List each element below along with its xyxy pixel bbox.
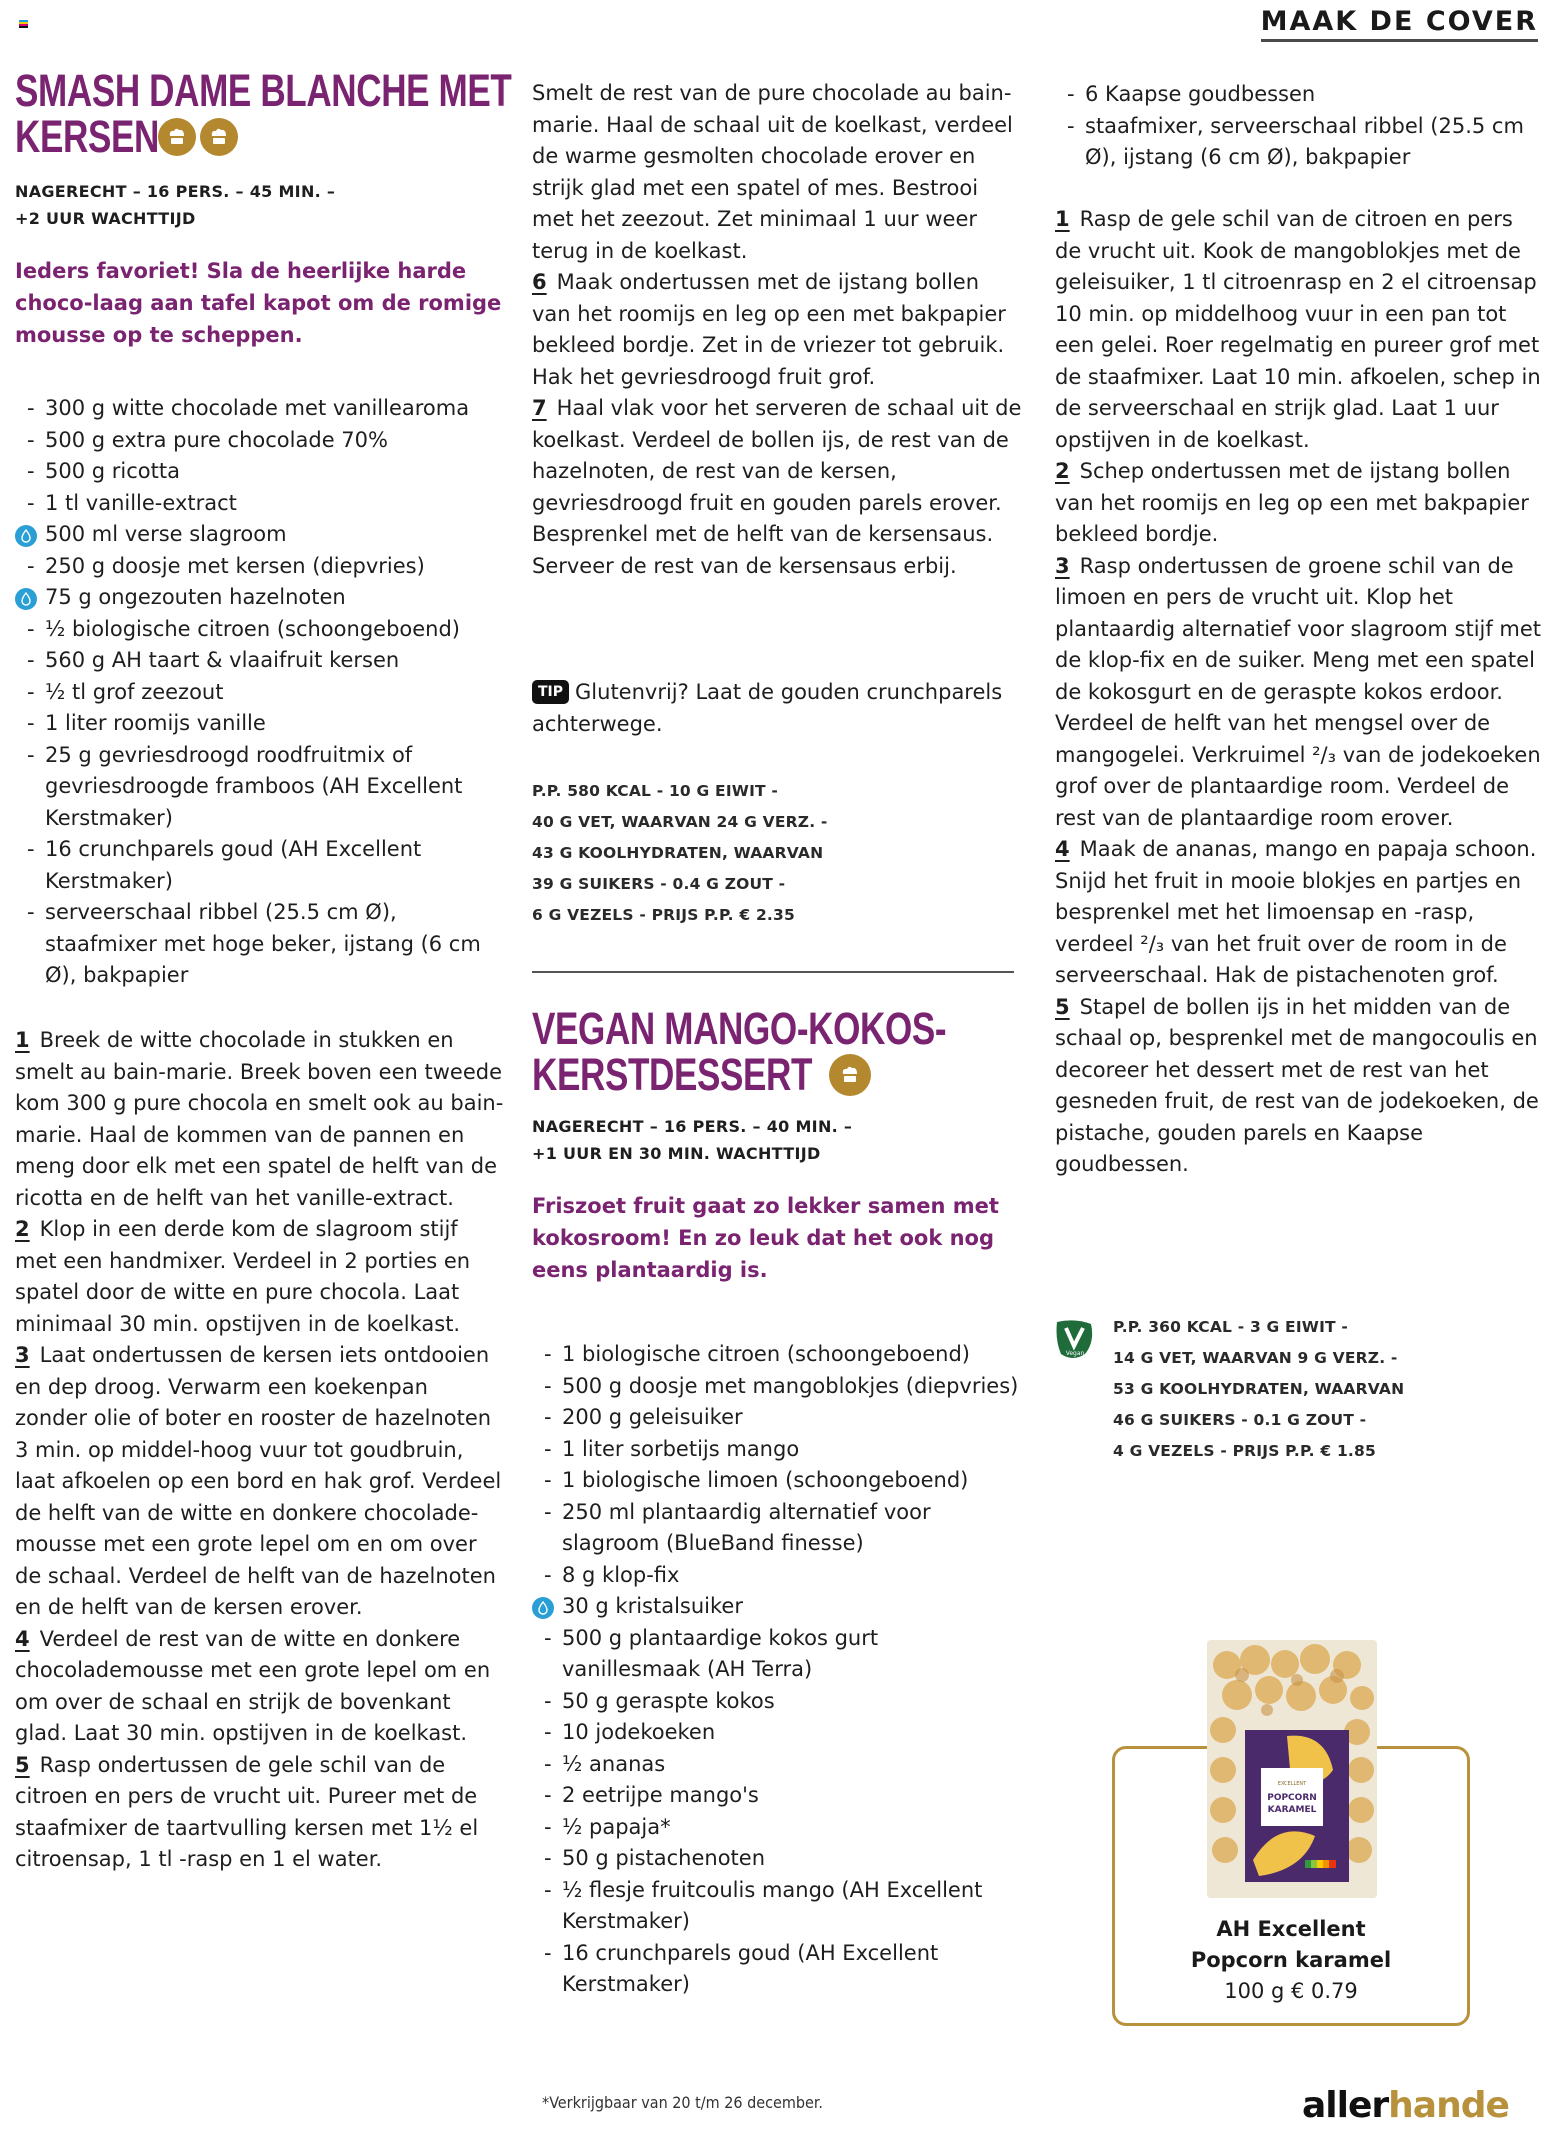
bullet-dash: - xyxy=(544,1373,552,1398)
step xyxy=(532,393,1022,582)
ingredient-item xyxy=(15,393,505,425)
ingredient-item xyxy=(532,1875,1022,1938)
ingredient-item xyxy=(1055,111,1545,174)
ingredient-text: 2 eetrijpe mango's xyxy=(562,1783,759,1807)
ingredient-text: 200 g geleisuiker xyxy=(562,1405,743,1429)
step-number: 5 xyxy=(1055,994,1070,1019)
vegan-leaf-icon xyxy=(1055,1318,1095,1360)
chef-hat-icon xyxy=(829,1054,871,1096)
ingredient-text: 50 g pistachenoten xyxy=(562,1846,766,1870)
ingredient-text: 1 biologische citroen (schoongeboend) xyxy=(562,1342,971,1366)
bullet-dash: - xyxy=(27,427,35,452)
recipe1-steps xyxy=(15,1025,505,1876)
nutrition-line: 6 G VEZELS - PRIJS P.P. € 2.35 xyxy=(532,906,795,924)
bullet-dash: - xyxy=(27,711,35,735)
nutrition-line: 4 G VEZELS - PRIJS P.P. € 1.85 xyxy=(1113,1442,1376,1460)
ingredient-text: 16 crunchparels goud (AH Excellent Kerstmaker) xyxy=(45,837,422,893)
svg-text:EXCELLENT: EXCELLENT xyxy=(1277,1781,1307,1787)
step-number: 2 xyxy=(1055,459,1070,483)
recipe2-steps xyxy=(1055,204,1545,1181)
ingredient-item xyxy=(532,1843,1022,1875)
ingredient-item xyxy=(15,488,505,520)
ingredient-item xyxy=(532,1812,1022,1844)
ingredient-item xyxy=(15,897,505,992)
recipe1-tip xyxy=(532,677,1022,740)
tip-badge: TIP xyxy=(532,680,569,704)
ingredient-text: ½ flesje fruitcoulis mango (AH Excellent Kerstmaker) xyxy=(562,1877,983,1933)
step xyxy=(15,1214,505,1340)
step-text: Rasp de gele schil van de citroen en pers de vrucht uit. Kook de mangoblokjes met de geleisuiker, 1 tl citroenrasp en 2 el citroensap 10 min. op middelhoog vuur in een pan tot een gelei. Roer regelmatig en pureer grof met de staafmixer. Laat 10 min. afkoelen, schep in de serveerschaal en strijk glad. Laat 1 uur opstijven in de koelkast. xyxy=(1055,207,1541,452)
tip-text: Glutenvrij? Laat de gouden crunchparels achterwege. xyxy=(532,680,1003,736)
ingredient-text: 1 liter roomijs vanille xyxy=(45,711,266,735)
ingredient-item xyxy=(532,1938,1022,2001)
step-number: 1 xyxy=(1055,207,1070,231)
bullet-dash: - xyxy=(544,1342,552,1366)
ingredient-item xyxy=(532,1591,1022,1623)
step xyxy=(1055,992,1545,1181)
step xyxy=(1055,204,1545,456)
step xyxy=(15,1750,505,1876)
ingredient-item xyxy=(15,677,505,709)
print-registration-mark xyxy=(19,20,28,28)
nutrition-line: P.P. 580 KCAL - 10 G EIWIT - xyxy=(532,782,779,800)
ingredient-item xyxy=(1055,79,1545,111)
recipe2-ingredient-list xyxy=(532,1339,1022,2001)
step-text: Klop in een derde kom de slagroom stijf met een handmixer. Verdeel in 2 porties en spatel door de witte en pure chocola. Laat minimaal 30 min. opstijven in de koelkast. xyxy=(15,1217,471,1336)
ingredient-item xyxy=(532,1560,1022,1592)
bullet-dash: - xyxy=(544,1562,552,1587)
ingredient-item xyxy=(532,1371,1022,1403)
ingredient-text: 75 g ongezouten hazelnoten xyxy=(45,585,346,609)
nutrition-line: 43 G KOOLHYDRATEN, WAARVAN xyxy=(532,844,824,862)
ingredient-item xyxy=(15,425,505,457)
bullet-dash: - xyxy=(544,1814,552,1839)
ingredient-item xyxy=(15,614,505,646)
ingredient-text: 16 crunchparels goud (AH Excellent Kerstmaker) xyxy=(562,1940,939,1996)
section-label: MAAK DE COVER xyxy=(1261,6,1538,42)
recipe1-ingredient-list xyxy=(15,393,505,992)
step xyxy=(1055,456,1545,551)
ingredient-text: 500 g extra pure chocolade 70% xyxy=(45,427,388,452)
step-continued: Smelt de rest van de pure chocolade au bain-marie. Haal de schaal uit de koelkast, verdeel de warme gesmolten chocolade erover en strijk glad met een spatel of mes. Bestrooi met het zeezout. Zet minimaal 1 uur weer terug in de koelkast. xyxy=(532,81,1013,263)
nutrition-line: 39 G SUIKERS - 0.4 G ZOUT - xyxy=(532,875,786,893)
bullet-dash: - xyxy=(544,1405,552,1429)
nutrition-line: P.P. 360 KCAL - 3 G EIWIT - xyxy=(1113,1318,1349,1336)
ingredient-item xyxy=(15,582,505,614)
ingredient-text: 500 g doosje met mangoblokjes (diepvries) xyxy=(562,1373,1019,1398)
step xyxy=(15,1624,505,1750)
bullet-dash: - xyxy=(27,396,35,420)
svg-text:Vegan: Vegan xyxy=(1065,1350,1085,1357)
step xyxy=(15,1025,505,1214)
recipe2-nutrition xyxy=(1113,1312,1404,1467)
bullet-dash: - xyxy=(27,616,35,641)
step xyxy=(15,1340,505,1624)
bullet-dash: - xyxy=(27,459,35,483)
step-number: 3 xyxy=(15,1343,30,1367)
ingredient-item xyxy=(15,551,505,583)
bullet-dash: - xyxy=(544,1846,552,1870)
ingredient-text: 1 biologische limoen (schoongeboend) xyxy=(562,1468,969,1492)
ingredient-text: ½ tl grof zeezout xyxy=(45,679,224,704)
step-text: Verdeel de rest van de witte en donkere chocolademousse met een grote lepel om en om over de schaal en strijk de bovenkant glad. Laat 30 min. opstijven in de koelkast. xyxy=(15,1626,491,1745)
svg-text:KARAMEL: KARAMEL xyxy=(1267,1805,1317,1815)
bullet-dash: - xyxy=(27,679,35,704)
recipe2-meta-line2: +1 UUR EN 30 MIN. WACHTTIJD xyxy=(532,1144,821,1163)
bullet-dash: - xyxy=(544,1499,552,1524)
ingredient-item xyxy=(532,1686,1022,1718)
bullet-dash: - xyxy=(544,1751,552,1776)
step-number: 7 xyxy=(532,396,547,420)
step-text: Stapel de bollen ijs in het midden van de schaal op, besprenkel met de mangocoulis en decoreer het dessert met de rest van het gesneden fruit, de rest van de jodekoeken, de pistache, gouden parels en Kaapse goudbessen. xyxy=(1055,994,1539,1176)
step-number: 4 xyxy=(1055,837,1070,861)
ingredient-item xyxy=(532,1717,1022,1749)
step-number: 3 xyxy=(1055,553,1070,578)
product-image xyxy=(1207,1640,1377,1898)
recipe2-title-line1: VEGAN MANGO-KOKOS- xyxy=(532,1003,947,1054)
ingredient-text: serveerschaal ribbel (25.5 cm Ø), staafmixer met hoge beker, ijstang (6 cm Ø), bakpapier xyxy=(45,900,481,987)
ingredient-item xyxy=(15,740,505,835)
recipe2-title xyxy=(532,1003,1063,1100)
ingredient-text: 500 g plantaardige kokos gurt vanillesmaak (AH Terra) xyxy=(562,1625,879,1681)
difficulty-rating xyxy=(829,1054,871,1096)
ingredient-text: ½ papaja* xyxy=(562,1814,671,1839)
ingredient-text: 500 ml verse slagroom xyxy=(45,522,287,546)
step xyxy=(1055,551,1545,835)
bullet-dash: - xyxy=(544,1468,552,1492)
bullet-dash: - xyxy=(1067,82,1075,106)
step-text: Rasp ondertussen de gele schil van de citroen en pers de vrucht uit. Pureer met de staafmixer de taartvulling kersen met 1½ el citroensap, 1 tl -rasp en 1 el water. xyxy=(15,1752,479,1871)
ingredient-item xyxy=(532,1339,1022,1371)
product-name-line2: Popcorn karamel xyxy=(1190,1948,1392,1972)
recipe2-meta-line1: NAGERECHT – 16 PERS. – 40 MIN. – xyxy=(532,1117,853,1136)
nutrition-line: 14 G VET, WAARVAN 9 G VERZ. - xyxy=(1113,1349,1398,1367)
allerhande-logo: allerhande xyxy=(1302,2085,1509,2126)
recipe1-intro: Ieders favoriet! Sla de heerlijke harde choco-laag aan tafel kapot om de romige mousse op te scheppen. xyxy=(15,259,502,347)
bullet-dash: - xyxy=(544,1625,552,1650)
bullet-dash: - xyxy=(544,1783,552,1807)
step-text: Rasp ondertussen de groene schil van de limoen en pers de vrucht uit. Klop het plantaardig alternatief voor slagroom stijf met de klop-fix en de suiker. Meng met een spatel de kokosgurt en de geraspte kokos erdoor. Verdeel de helft van het mengsel over de mangogelei. Verkruimel ²/₃ van de jodekoeken grof over de plantaardige room. Verdeel de rest van de plantaardige room erover. xyxy=(1055,553,1542,830)
ingredient-text: 500 g ricotta xyxy=(45,459,180,483)
vegan-badge xyxy=(1055,1318,1095,1360)
bullet-dash: - xyxy=(1067,113,1075,138)
dairy-drop-icon xyxy=(532,1597,554,1619)
ingredient-text: 1 tl vanille-extract xyxy=(45,490,237,515)
recipe2-title-line2: KERSTDESSERT xyxy=(532,1049,813,1100)
ingredient-item xyxy=(532,1402,1022,1434)
step-number: 1 xyxy=(15,1028,30,1052)
chef-hat-icon xyxy=(200,118,238,156)
ingredient-text: staafmixer, serveerschaal ribbel (25.5 cm Ø), ijstang (6 cm Ø), bakpapier xyxy=(1085,113,1524,169)
ingredient-text: 30 g kristalsuiker xyxy=(562,1594,743,1618)
ingredient-item xyxy=(15,708,505,740)
footnote: *Verkrijgbaar van 20 t/m 26 december. xyxy=(542,2093,823,2112)
nutrition-line: 40 G VET, WAARVAN 24 G VERZ. - xyxy=(532,813,828,831)
step-number: 2 xyxy=(15,1217,30,1241)
step-text: Maak ondertussen met de ijstang bollen van het roomijs en leg op een met bakpapier bekleed bordje. Zet in de vriezer tot gebruik. Hak het gevriesdroogd fruit grof. xyxy=(532,270,1006,389)
bullet-dash: - xyxy=(544,1940,552,1965)
ingredient-item xyxy=(532,1749,1022,1781)
ingredient-text: 6 Kaapse goudbessen xyxy=(1085,82,1316,106)
recipe1-title-line2: KERSEN xyxy=(15,111,159,162)
step-text: Laat ondertussen de kersen iets ontdooien en dep droog. Verwarm een koekenpan zonder olie of boter en rooster de hazelnoten 3 min. op middel-hoog vuur tot goudbruin, laat afkoelen op een bord en hak grof. Verdeel de helft van de witte en donkere chocolade-mousse met een grote lepel om en om over de schaal. Verdeel de helft van de hazelnoten en de helft van de kersen erover. xyxy=(15,1343,502,1619)
recipe1-meta-line2: +2 UUR WACHTTIJD xyxy=(15,209,196,228)
step xyxy=(1055,834,1545,992)
bullet-dash: - xyxy=(27,837,35,861)
step-number: 5 xyxy=(15,1752,30,1777)
dairy-drop-icon xyxy=(15,525,37,547)
bullet-dash: - xyxy=(27,648,35,672)
ingredient-item xyxy=(532,1497,1022,1560)
ingredient-text: 10 jodekoeken xyxy=(562,1720,716,1744)
recipe1-title-line1: SMASH DAME BLANCHE MET xyxy=(15,65,512,116)
ingredient-item xyxy=(532,1434,1022,1466)
step-text: Schep ondertussen met de ijstang bollen van het roomijs en leg op een met bakpapier bekleed bordje. xyxy=(1055,459,1529,546)
bullet-dash: - xyxy=(544,1436,552,1461)
ingredient-item xyxy=(532,1465,1022,1497)
recipe1-meta-line1: NAGERECHT – 16 PERS. – 45 MIN. – xyxy=(15,182,336,201)
ingredient-text: 1 liter sorbetijs mango xyxy=(562,1436,800,1461)
recipe1-meta xyxy=(15,178,335,232)
bullet-dash: - xyxy=(27,742,35,767)
product-info xyxy=(1112,1914,1470,2007)
ingredient-item xyxy=(15,456,505,488)
ingredient-text: ½ biologische citroen (schoongeboend) xyxy=(45,616,460,641)
step-number: 4 xyxy=(15,1626,30,1651)
ingredient-text: ½ ananas xyxy=(562,1751,666,1776)
bullet-dash: - xyxy=(544,1877,552,1902)
svg-text:POPCORN: POPCORN xyxy=(1267,1793,1317,1803)
recipe1-steps-continued xyxy=(532,78,1022,582)
product-name-line1: AH Excellent xyxy=(1216,1917,1366,1941)
chef-hat-icon xyxy=(158,118,196,156)
step-text: Maak de ananas, mango en papaja schoon. Snijd het fruit in mooie blokjes en partjes en besprenkel met het limoensap en -rasp, verdeel ²/₃ van het fruit over de room in de serveerschaal. Hak de pistachenoten grof. xyxy=(1055,837,1537,987)
recipe-divider xyxy=(532,971,1014,973)
ingredient-text: 560 g AH taart & vlaaifruit kersen xyxy=(45,648,400,672)
step-text: Haal vlak voor het serveren de schaal uit de koelkast. Verdeel de bollen ijs, de rest van de hazelnoten, de rest van de kersen, gevriesdroogd fruit en gouden parels erover. Besprenkel met de helft van de kersensaus. Serveer de rest van de kersensaus erbij. xyxy=(532,396,1022,578)
difficulty-rating xyxy=(158,118,238,156)
nutrition-line: 53 G KOOLHYDRATEN, WAARVAN xyxy=(1113,1380,1405,1398)
ingredient-item xyxy=(532,1780,1022,1812)
ingredient-text: 8 g klop-fix xyxy=(562,1562,680,1587)
recipe2-meta xyxy=(532,1113,852,1167)
ingredient-item xyxy=(532,1623,1022,1686)
bullet-dash: - xyxy=(27,553,35,578)
step-number: 6 xyxy=(532,270,547,294)
nutrition-line: 46 G SUIKERS - 0.1 G ZOUT - xyxy=(1113,1411,1367,1429)
ingredient-text: 300 g witte chocolade met vanillearoma xyxy=(45,396,470,420)
bullet-dash: - xyxy=(27,490,35,515)
ingredient-text: 50 g geraspte kokos xyxy=(562,1688,775,1713)
recipe2-ingredient-list-continued xyxy=(1055,79,1545,174)
ingredient-text: 250 ml plantaardig alternatief voor slagroom (BlueBand finesse) xyxy=(562,1499,931,1555)
recipe1-nutrition xyxy=(532,776,828,931)
step-text: Breek de witte chocolade in stukken en smelt au bain-marie. Breek boven een tweede kom 300 g pure chocola en smelt ook au bain-marie. Haal de kommen van de pannen en meng door elk met een spatel de helft van de ricotta en de helft van het vanille-extract. xyxy=(15,1028,504,1210)
dairy-drop-icon xyxy=(15,588,37,610)
ingredient-item xyxy=(15,519,505,551)
ingredient-item xyxy=(15,834,505,897)
step xyxy=(532,267,1022,393)
ingredient-text: 25 g gevriesdroogd roodfruitmix of gevriesdroogde framboos (AH Excellent Kerstmaker) xyxy=(45,742,463,830)
bullet-dash: - xyxy=(27,900,35,924)
recipe2-intro: Friszoet fruit gaat zo lekker samen met kokosroom! En zo leuk dat het ook nog eens plantaardig is. xyxy=(532,1194,999,1282)
bullet-dash: - xyxy=(544,1688,552,1713)
ingredient-text: 250 g doosje met kersen (diepvries) xyxy=(45,553,425,578)
ingredient-item xyxy=(15,645,505,677)
product-price: 100 g € 0.79 xyxy=(1224,1979,1358,2003)
bullet-dash: - xyxy=(544,1720,552,1744)
